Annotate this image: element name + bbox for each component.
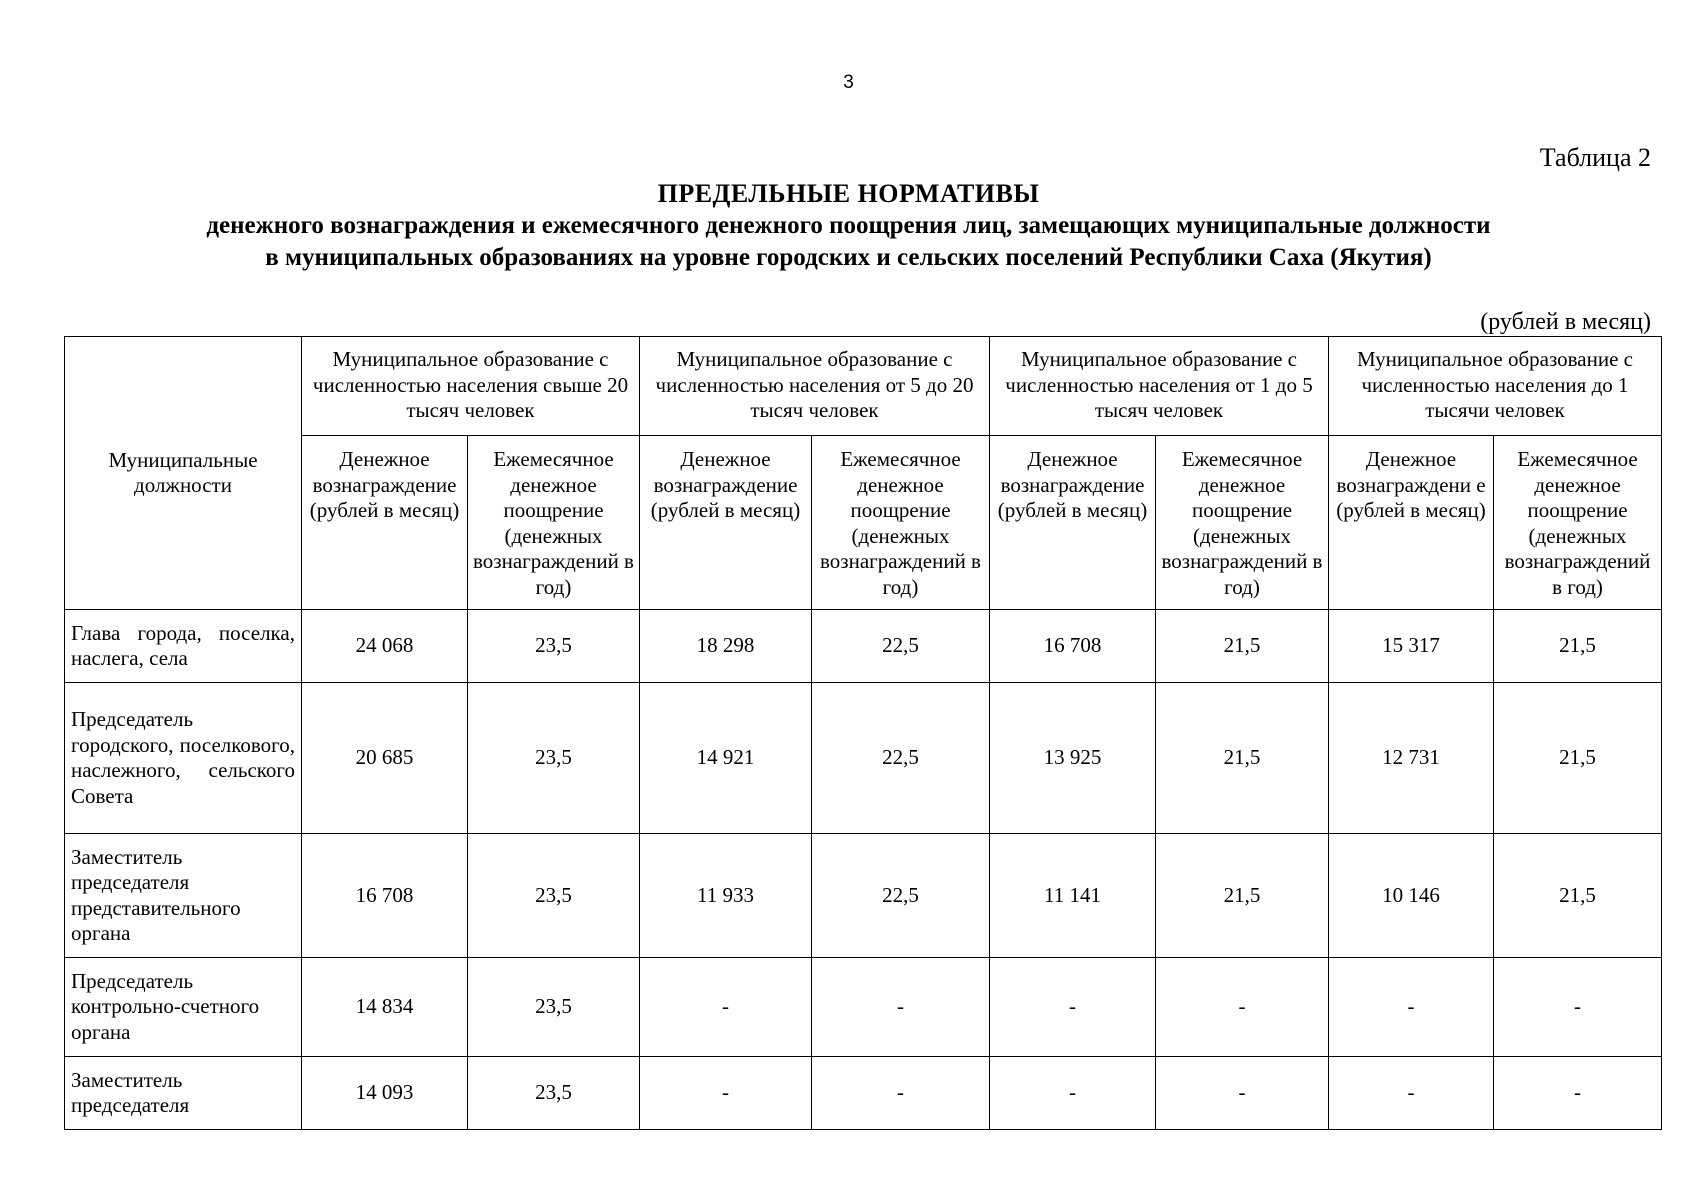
value-cell: 21,5: [1494, 683, 1662, 834]
value-cell: -: [640, 1057, 812, 1130]
subheader-reward: Денежное вознаграждение (рублей в месяц): [302, 436, 468, 610]
value-cell: 14 921: [640, 683, 812, 834]
subheader-bonus: Ежемесячное денежное поощрение (денежных вознаграждений в год): [468, 436, 640, 610]
value-cell: -: [1494, 1057, 1662, 1130]
value-cell: 21,5: [1156, 834, 1329, 958]
value-cell: 22,5: [812, 610, 990, 683]
value-cell: 15 317: [1329, 610, 1494, 683]
group-header-5-to-20k: Муниципальное образование с численностью населения от 5 до 20 тысяч человек: [640, 337, 990, 436]
subheader-bonus: Ежемесячное денежное поощрение (денежных вознаграждений в год): [812, 436, 990, 610]
value-cell: -: [1329, 958, 1494, 1057]
units-label: (рублей в месяц): [1480, 309, 1651, 335]
value-cell: -: [1329, 1057, 1494, 1130]
table-row: [65, 1057, 1662, 1130]
value-cell: -: [812, 958, 990, 1057]
value-cell: 23,5: [468, 610, 640, 683]
position-cell: Председатель городского, поселкового, наслежного, сельского Совета: [65, 683, 302, 834]
subheader-bonus: Ежемесячное денежное поощрение (денежных вознаграждений в год): [1156, 436, 1329, 610]
value-cell: 12 731: [1329, 683, 1494, 834]
subheader-bonus: Ежемесячное денежное поощрение (денежных вознаграждений в год): [1494, 436, 1662, 610]
value-cell: 16 708: [990, 610, 1156, 683]
subheader-reward: Денежное вознаграждение (рублей в месяц): [640, 436, 812, 610]
position-cell: Заместитель председателя: [65, 1057, 302, 1130]
value-cell: 21,5: [1494, 834, 1662, 958]
group-header-under-1k: Муниципальное образование с численностью населения до 1 тысячи человек: [1329, 337, 1662, 436]
value-cell: 10 146: [1329, 834, 1494, 958]
group-header-over-20k: Муниципальное образование с численностью населения свыше 20 тысяч человек: [302, 337, 640, 436]
value-cell: -: [990, 958, 1156, 1057]
position-column-header: Муниципальные должности: [65, 337, 302, 610]
table-row: [65, 834, 1662, 958]
value-cell: -: [1494, 958, 1662, 1057]
value-cell: 21,5: [1156, 610, 1329, 683]
position-cell: Председатель контрольно-счетного органа: [65, 958, 302, 1057]
value-cell: 23,5: [468, 834, 640, 958]
value-cell: 23,5: [468, 683, 640, 834]
page-number: 3: [843, 72, 854, 93]
value-cell: 14 093: [302, 1057, 468, 1130]
title-line-1: денежного вознаграждения и ежемесячного денежного поощрения лиц, замещающих муниципальные должности: [206, 212, 1491, 239]
value-cell: 21,5: [1494, 610, 1662, 683]
value-cell: 16 708: [302, 834, 468, 958]
value-cell: 13 925: [990, 683, 1156, 834]
value-cell: 11 933: [640, 834, 812, 958]
value-cell: -: [1156, 958, 1329, 1057]
value-cell: -: [990, 1057, 1156, 1130]
document-title: [0, 178, 1697, 274]
value-cell: 23,5: [468, 958, 640, 1057]
group-header-1-to-5k: Муниципальное образование с численностью населения от 1 до 5 тысяч человек: [990, 337, 1329, 436]
value-cell: 11 141: [990, 834, 1156, 958]
value-cell: 14 834: [302, 958, 468, 1057]
norms-table: [64, 336, 1662, 1130]
table-row: [65, 610, 1662, 683]
value-cell: 24 068: [302, 610, 468, 683]
subheader-reward: Денежное вознаграждение (рублей в месяц): [990, 436, 1156, 610]
subheader-reward: Денежное вознаграждени е (рублей в месяц): [1329, 436, 1494, 610]
title-line-2: в муниципальных образованиях на уровне городских и сельских поселений Республики Саха (Якутия): [265, 244, 1432, 271]
value-cell: -: [1156, 1057, 1329, 1130]
position-cell: Заместитель председателя представительного органа: [65, 834, 302, 958]
title-main: ПРЕДЕЛЬНЫЕ НОРМАТИВЫ: [657, 179, 1040, 208]
position-cell: Глава города, поселка, наслега, села: [65, 610, 302, 683]
table-label: Таблица 2: [1539, 143, 1651, 172]
value-cell: 22,5: [812, 834, 990, 958]
value-cell: -: [812, 1057, 990, 1130]
value-cell: -: [640, 958, 812, 1057]
value-cell: 21,5: [1156, 683, 1329, 834]
value-cell: 23,5: [468, 1057, 640, 1130]
table-row: [65, 683, 1662, 834]
table-row: [65, 958, 1662, 1057]
value-cell: 18 298: [640, 610, 812, 683]
value-cell: 22,5: [812, 683, 990, 834]
value-cell: 20 685: [302, 683, 468, 834]
